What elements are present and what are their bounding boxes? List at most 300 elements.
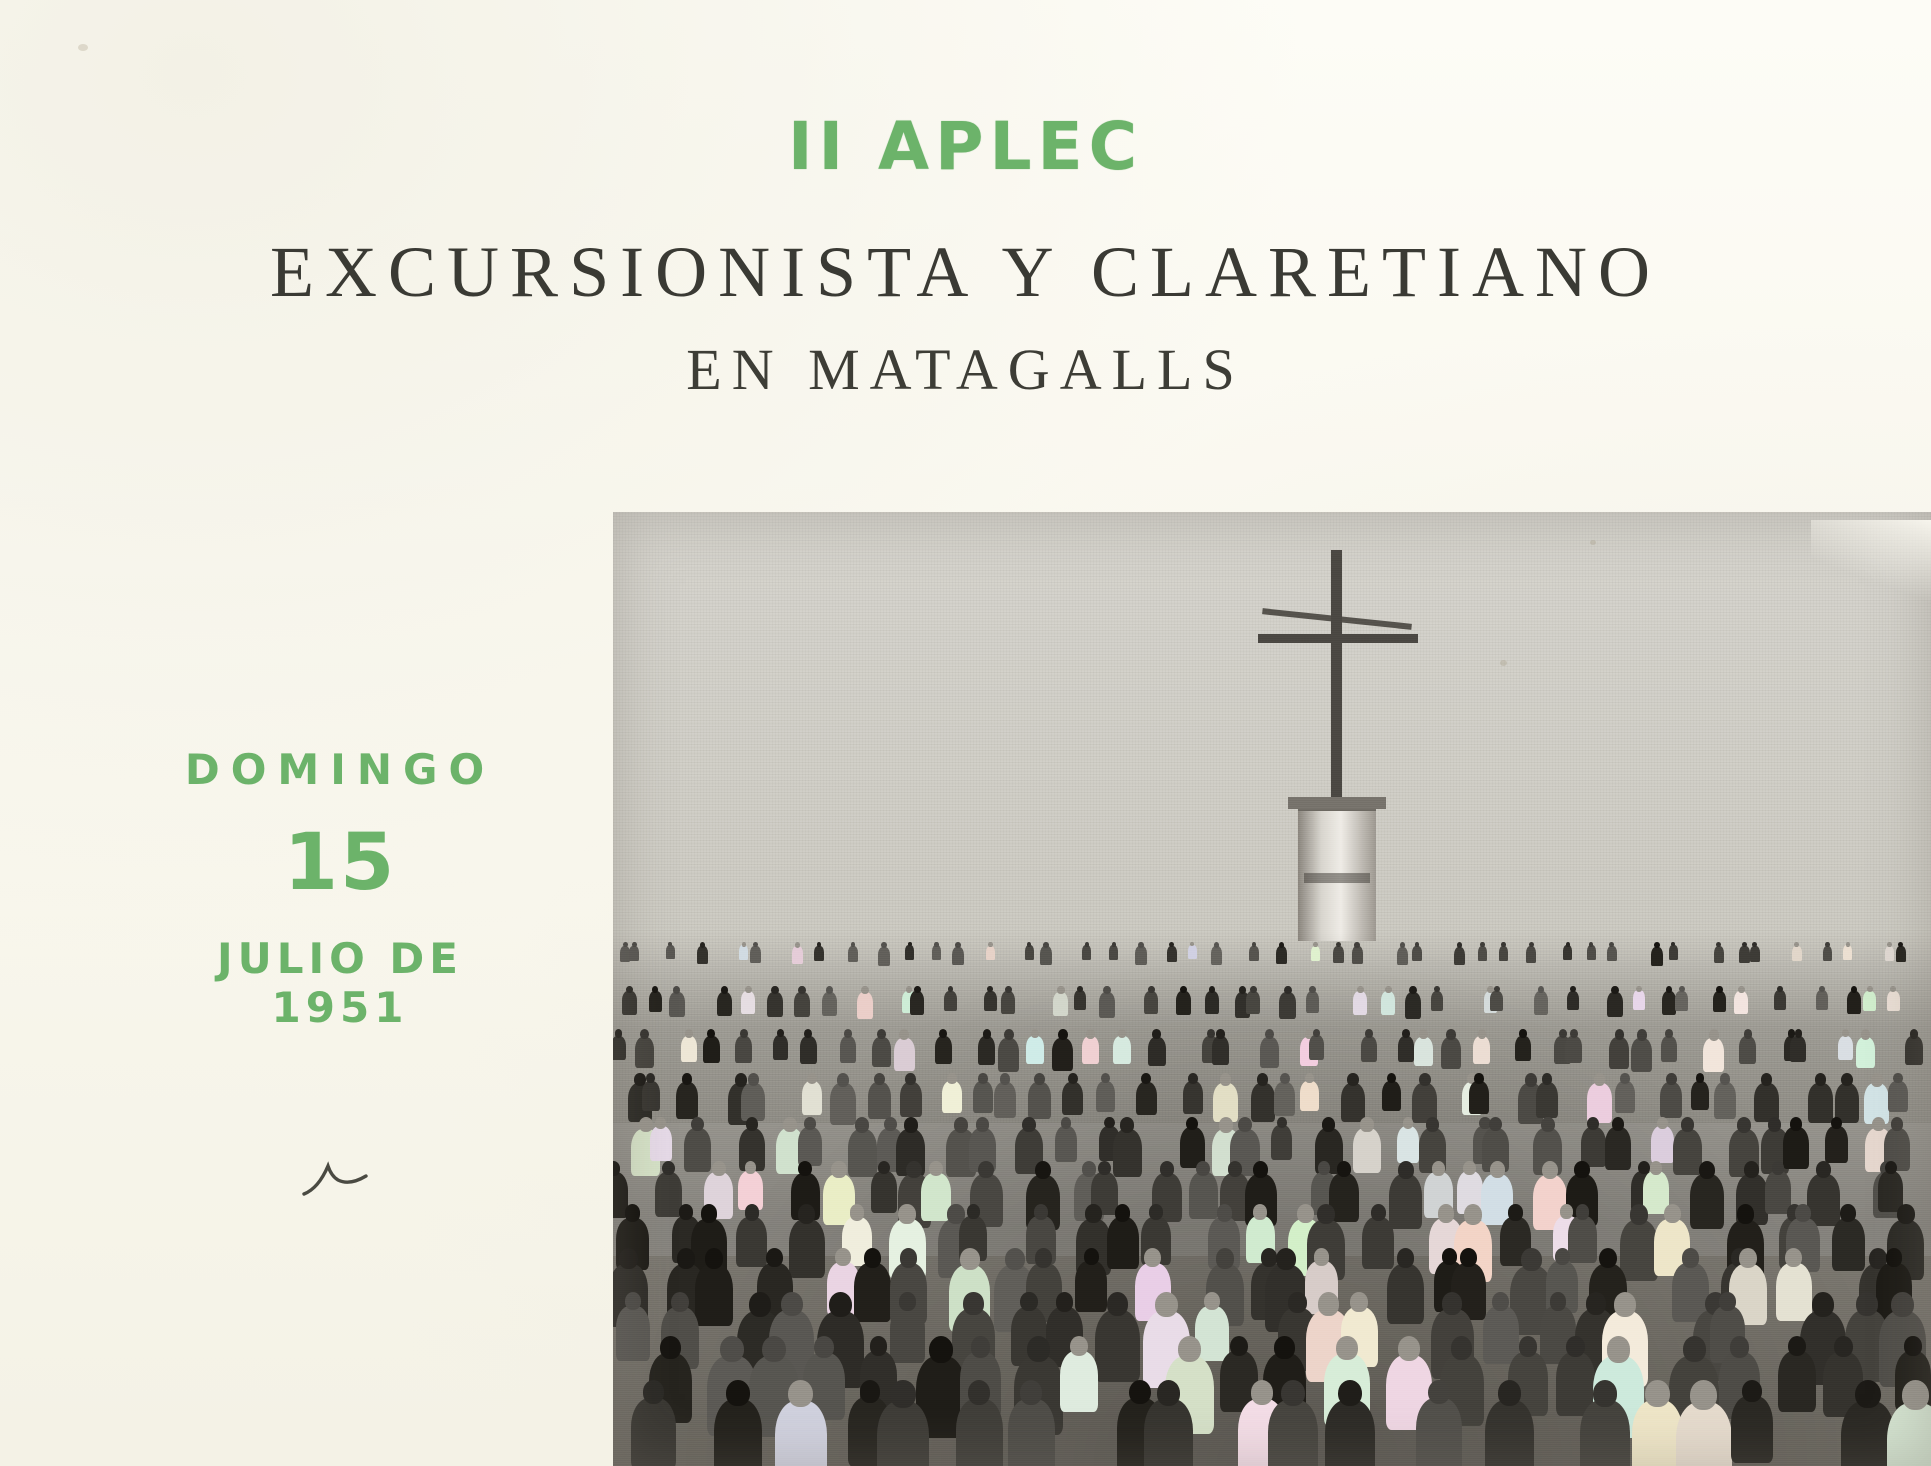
crowd-figure-head xyxy=(1261,1248,1278,1267)
crowd-figure xyxy=(1567,991,1579,1011)
subtitle-primary: EXCURSIONISTA Y CLARETIANO xyxy=(270,232,1661,312)
crowd-figure-head xyxy=(1120,1117,1134,1133)
crowd-figure-head xyxy=(1397,1248,1415,1268)
crowd-figure-head xyxy=(807,1073,817,1084)
cross-horizontal-bar xyxy=(1258,634,1418,643)
crowd-figure xyxy=(910,991,924,1014)
crowd-figure xyxy=(789,1219,825,1278)
crowd-figure-head xyxy=(740,1029,748,1038)
crowd-figure-head xyxy=(860,1380,881,1403)
crowd-figure-head xyxy=(1772,1161,1785,1175)
crowd-figure-head xyxy=(1438,1204,1454,1222)
crowd-figure xyxy=(890,1306,925,1363)
crowd-figure-head xyxy=(1160,1161,1174,1177)
crowd-figure xyxy=(1353,1128,1381,1173)
crowd-figure-head xyxy=(1478,1029,1486,1038)
crowd-figure xyxy=(1095,1310,1140,1382)
crowd-figure-head xyxy=(1834,1336,1853,1357)
crowd-figure-head xyxy=(826,986,833,994)
crowd-figure xyxy=(739,945,748,959)
crowd-figure xyxy=(622,991,636,1014)
crowd-figure xyxy=(1565,1036,1582,1063)
crowd-figure-head xyxy=(1336,1336,1357,1360)
crowd-figure-head xyxy=(967,1204,980,1219)
crowd-figure xyxy=(650,1126,672,1162)
crowd-figure xyxy=(1082,945,1091,960)
crowd-figure-head xyxy=(1902,1380,1929,1410)
crowd-figure-head xyxy=(1084,1248,1099,1265)
crowd-figure xyxy=(1109,945,1118,960)
crowd-figure-head xyxy=(1305,1073,1314,1083)
crowd-figure xyxy=(1563,945,1572,960)
crowd-figure-head xyxy=(1098,1161,1111,1175)
date-month-year: JULIO DE 1951 xyxy=(216,934,463,1032)
crowd-figure-head xyxy=(1682,1248,1699,1267)
crowd-figure-head xyxy=(1559,1029,1567,1038)
crowd-figure-head xyxy=(1615,1029,1624,1040)
crowd xyxy=(613,932,1931,1466)
crowd-figure-head xyxy=(1630,1204,1648,1224)
crowd-figure-head xyxy=(870,1336,888,1356)
crowd-figure-head xyxy=(625,1204,640,1221)
crowd-figure xyxy=(1888,1081,1907,1112)
crowd-figure xyxy=(1414,1037,1432,1067)
crowd-figure xyxy=(1212,1036,1230,1064)
crowd-figure-head xyxy=(720,1336,744,1362)
crowd-figure-head xyxy=(1034,1073,1045,1085)
crowd-figure xyxy=(792,946,803,964)
crowd-figure xyxy=(1714,1082,1737,1119)
crowd-figure-head xyxy=(1576,1204,1590,1219)
crowd-figure xyxy=(775,1401,827,1466)
crowd-figure-head xyxy=(1354,942,1359,948)
crowd-figure xyxy=(1025,945,1034,960)
crowd-figure xyxy=(1609,1037,1629,1069)
crowd-figure-head xyxy=(978,1073,987,1083)
crowd-figure xyxy=(629,946,639,961)
crowd-figure-head xyxy=(1886,1248,1903,1267)
crowd-figure-head xyxy=(652,986,658,993)
crowd-figure xyxy=(1905,1036,1922,1064)
crowd-figure xyxy=(649,991,662,1012)
crowd-figure-head xyxy=(1542,1161,1558,1179)
crowd-figure xyxy=(1309,1035,1324,1060)
crowd-figure-head xyxy=(829,1292,852,1317)
crowd-figure-head xyxy=(662,1161,675,1176)
crowd-figure xyxy=(857,992,873,1019)
crowd-figure-head xyxy=(625,1292,641,1310)
crowd-figure xyxy=(1607,946,1617,962)
crowd-figure-head xyxy=(1279,942,1284,948)
crowd-figure-head xyxy=(1360,1117,1373,1132)
crowd-figure xyxy=(1052,1038,1073,1071)
crowd-figure-head xyxy=(1280,1073,1290,1084)
crowd-figure-head xyxy=(615,1029,622,1037)
crowd-figure-head xyxy=(1904,1336,1922,1356)
crowd-figure-head xyxy=(844,1029,852,1038)
crowd-figure-head xyxy=(1207,1029,1215,1038)
crowd-figure-head xyxy=(1525,1073,1537,1086)
crowd-figure xyxy=(1885,946,1895,962)
crowd-figure-head xyxy=(1566,942,1570,947)
crowd-figure-head xyxy=(1498,1380,1521,1406)
crowd-figure xyxy=(1099,992,1115,1018)
crowd-figure xyxy=(794,992,810,1017)
crowd-figure-head xyxy=(626,986,633,994)
crowd-figure-head xyxy=(1400,942,1406,948)
crowd-figure-head xyxy=(1841,1073,1853,1086)
crowd-figure xyxy=(1306,991,1320,1013)
crowd-figure xyxy=(944,991,956,1011)
crowd-figure xyxy=(872,1037,891,1067)
crowd-figure-head xyxy=(1599,1248,1617,1268)
crowd-figure-head xyxy=(1489,1117,1502,1132)
crowd-figure-head xyxy=(1794,942,1799,947)
crowd-figure-head xyxy=(1337,1161,1351,1177)
crowd-figure-head xyxy=(954,1117,968,1133)
crowd-figure-head xyxy=(1442,1292,1462,1315)
crowd-figure-head xyxy=(749,1292,771,1317)
crowd-figure-head xyxy=(1318,1161,1331,1175)
crowd-figure-head xyxy=(971,1336,990,1358)
crowd-figure-head xyxy=(1398,1161,1414,1179)
cross-pedestal xyxy=(1298,805,1376,941)
crowd-figure xyxy=(1856,1037,1875,1068)
crowd-figure-head xyxy=(691,1117,704,1131)
crowd-figure-head xyxy=(1464,1204,1482,1224)
crowd-figure-head xyxy=(643,1380,664,1404)
crowd-figure-head xyxy=(1620,1073,1629,1083)
crowd-figure-head xyxy=(1542,1073,1553,1085)
crowd-figure-head xyxy=(1614,1292,1636,1317)
crowd-figure-head xyxy=(855,1117,869,1133)
crowd-figure-head xyxy=(1887,942,1892,947)
crowd-figure-head xyxy=(671,1292,689,1312)
crowd-figure-head xyxy=(1492,1292,1509,1311)
crowd-figure xyxy=(798,1127,822,1166)
crowd-figure-head xyxy=(1432,1161,1446,1176)
photograph xyxy=(613,512,1931,1466)
crowd-figure xyxy=(1473,1036,1490,1064)
crowd-figure-head xyxy=(837,1073,849,1087)
crowd-figure-head xyxy=(1451,1336,1472,1360)
crowd-figure-head xyxy=(1005,1248,1025,1270)
crowd-figure xyxy=(655,1172,683,1217)
crowd-figure-head xyxy=(983,1029,991,1038)
crowd-figure-head xyxy=(1347,1073,1358,1086)
crowd-figure xyxy=(1778,1351,1816,1412)
crowd-figure xyxy=(1615,1081,1635,1113)
crowd-figure-head xyxy=(1777,986,1783,992)
crowd-figure xyxy=(1144,991,1158,1014)
crowd-figure xyxy=(942,1081,962,1113)
crowd-figure-head xyxy=(1385,986,1392,994)
crowd-figure xyxy=(1607,992,1623,1017)
crowd-figure xyxy=(773,1035,788,1059)
crowd-figure-head xyxy=(726,1380,749,1406)
crowd-figure-head xyxy=(1253,1204,1267,1219)
crowd-figure xyxy=(1838,1036,1853,1061)
crowd-figure-head xyxy=(1274,1336,1294,1359)
crowd-figure-head xyxy=(1897,1204,1915,1224)
crowd-figure xyxy=(703,1036,720,1063)
crowd-figure xyxy=(669,992,685,1017)
crowd-figure xyxy=(1662,991,1676,1014)
crowd-figure xyxy=(1113,1036,1130,1064)
crowd-figure xyxy=(1211,946,1222,964)
crowd-figure-head xyxy=(771,986,778,994)
crowd-figure-head xyxy=(978,1161,994,1178)
crowd-figure-head xyxy=(745,986,752,993)
crowd-figure-head xyxy=(746,1117,759,1131)
crowd-figure-head xyxy=(1541,1117,1555,1132)
crowd-figure-head xyxy=(906,1161,922,1179)
crowd-figure-head xyxy=(1419,1029,1428,1039)
crowd-figure-head xyxy=(1004,1029,1014,1040)
crowd-figure xyxy=(932,945,941,960)
crowd-figure xyxy=(1673,1129,1702,1176)
crowd-figure-head xyxy=(1856,1292,1877,1316)
crowd-figure-head xyxy=(1043,942,1049,948)
crowd-figure-head xyxy=(1666,1073,1677,1085)
crowd-figure xyxy=(1807,1174,1839,1226)
crowd-figure xyxy=(767,992,782,1017)
crowd-figure-head xyxy=(1637,1029,1647,1040)
crowd-figure xyxy=(681,1036,697,1062)
crowd-figure-head xyxy=(1085,1204,1102,1223)
crowd-figure xyxy=(854,1263,891,1322)
crowd-figure xyxy=(1075,1261,1106,1312)
crowd-figure-head xyxy=(890,1380,915,1408)
crowd-figure-head xyxy=(1086,1029,1094,1038)
crowd-figure-head xyxy=(781,1292,803,1316)
crowd-figure-head xyxy=(1494,986,1500,993)
crowd-figure-head xyxy=(1180,986,1187,994)
crowd-figure xyxy=(1381,991,1396,1015)
crowd-figure xyxy=(1675,991,1688,1011)
crowd-figure-head xyxy=(1250,986,1257,993)
crowd-figure-head xyxy=(1910,1029,1918,1038)
crowd-figure-head xyxy=(1846,942,1850,947)
date-day: 15 xyxy=(283,818,397,908)
crowd-figure-head xyxy=(881,942,887,948)
crowd-figure-head xyxy=(1214,942,1219,948)
crowd-figure xyxy=(1189,1172,1218,1219)
crowd-figure xyxy=(1412,946,1422,962)
crowd-figure-head xyxy=(1788,1336,1806,1356)
crowd-figure xyxy=(1040,946,1052,965)
crowd-figure xyxy=(1387,1264,1425,1325)
crowd-figure xyxy=(1074,990,1086,1010)
crowd-figure xyxy=(1776,1263,1812,1321)
crowd-figure-head xyxy=(1035,1161,1051,1179)
crowd-figure xyxy=(1651,1126,1674,1163)
crowd-figure xyxy=(1568,1216,1597,1262)
crowd-figure-head xyxy=(701,1204,718,1223)
crowd-figure xyxy=(741,1083,765,1122)
crowd-figure-head xyxy=(1574,1161,1589,1178)
crowd-figure xyxy=(1485,1400,1534,1466)
crowd-figure xyxy=(616,1306,650,1361)
crowd-figure xyxy=(1816,990,1828,1010)
crowd-figure-head xyxy=(1402,1029,1410,1038)
crowd-figure-head xyxy=(1720,1073,1731,1085)
crowd-figure-head xyxy=(1314,1248,1330,1265)
crowd-figure-head xyxy=(1825,942,1830,947)
crowd-figure-head xyxy=(1107,1292,1128,1316)
crowd-figure-head xyxy=(898,1204,916,1224)
crowd-figure-head xyxy=(1216,1248,1234,1269)
crowd-figure-head xyxy=(1034,1204,1048,1220)
crowd-figure-head xyxy=(1463,1161,1476,1175)
crowd-figure-head xyxy=(1738,986,1745,994)
crowd-figure xyxy=(1580,1400,1630,1466)
crowd-figure-head xyxy=(1570,986,1576,993)
crowd-figure-head xyxy=(745,1204,760,1220)
crowd-figure-head xyxy=(1508,1204,1523,1220)
crowd-figure xyxy=(1887,991,1900,1011)
crowd-figure-head xyxy=(1251,1380,1274,1406)
crowd-figure-head xyxy=(1228,1161,1242,1177)
crowd-figure-head xyxy=(904,1117,918,1133)
crowd-figure-head xyxy=(1612,1117,1624,1131)
crowd-figure xyxy=(1055,1126,1077,1162)
crowd-figure xyxy=(1136,1082,1157,1116)
crowd-figure-head xyxy=(1129,1380,1151,1405)
crowd-figure xyxy=(1734,991,1748,1014)
crowd-figure xyxy=(1713,991,1726,1012)
crowd-figure-head xyxy=(1057,986,1064,994)
crowd-figure-head xyxy=(705,1248,723,1268)
crowd-figure xyxy=(736,1217,767,1267)
crowd-figure-head xyxy=(1790,1117,1802,1131)
crowd-figure xyxy=(1362,1217,1394,1268)
crowd-figure xyxy=(1676,1402,1732,1466)
crowd-figure xyxy=(935,1036,952,1064)
crowd-figure xyxy=(1490,991,1502,1011)
crowd-figure-head xyxy=(798,986,805,994)
crowd-figure-head xyxy=(1650,1161,1663,1175)
crowd-figure-head xyxy=(1238,1117,1252,1133)
crowd-figure-head xyxy=(1020,1380,1042,1405)
crowd-figure xyxy=(1251,1083,1275,1122)
crowd-figure-head xyxy=(1155,1292,1178,1317)
crowd-figure xyxy=(1096,1081,1115,1112)
crowd-figure-head xyxy=(1403,1117,1414,1129)
crowd-figure-head xyxy=(963,1292,983,1315)
crowd-figure-head xyxy=(700,942,705,948)
crowd-figure xyxy=(1001,991,1015,1014)
crowd-figure-head xyxy=(835,1248,851,1266)
crowd-figure-head xyxy=(878,1161,890,1175)
crowd-figure xyxy=(1843,945,1852,960)
crowd-figure xyxy=(1107,1217,1139,1269)
crowd-figure xyxy=(848,946,858,962)
crowd-figure-head xyxy=(1709,1029,1719,1040)
crowd-figure-head xyxy=(1679,986,1685,993)
crowd-figure-head xyxy=(1699,1161,1715,1179)
crowd-figure-head xyxy=(1570,1029,1578,1038)
crowd-figure xyxy=(1863,991,1876,1012)
crowd-figure-head xyxy=(1657,1117,1668,1129)
crowd-figure xyxy=(1731,1396,1772,1463)
crowd-figure xyxy=(1587,945,1596,960)
crowd-figure xyxy=(1405,992,1422,1019)
crowd-figure-head xyxy=(864,1248,881,1268)
crowd-figure-head xyxy=(905,1073,915,1085)
crowd-figure-head xyxy=(1831,1117,1842,1129)
crowd-figure-head xyxy=(798,1204,815,1223)
crowd-figure-head xyxy=(1593,1380,1617,1407)
crowd-figure xyxy=(1896,946,1906,962)
crowd-figure xyxy=(1605,1127,1631,1169)
crowd-figure-head xyxy=(1739,1248,1757,1268)
crowd-figure-head xyxy=(1737,1204,1755,1224)
crowd-figure-head xyxy=(976,1117,989,1132)
crowd-figure xyxy=(750,946,760,963)
crowd-figure-head xyxy=(646,1073,655,1083)
crowd-figure-head xyxy=(1812,1292,1834,1317)
crowd-figure xyxy=(952,947,964,966)
crowd-figure-head xyxy=(1519,1336,1538,1357)
crowd-figure-head xyxy=(619,1248,637,1269)
crowd-figure xyxy=(1352,946,1363,964)
crowd-figure-head xyxy=(1204,1292,1220,1310)
crowd-figure-head xyxy=(1313,942,1317,947)
crowd-figure-head xyxy=(914,986,921,994)
crowd-figure xyxy=(802,1081,823,1114)
crowd-figure-head xyxy=(1867,986,1873,993)
crowd-figure-head xyxy=(850,1204,864,1220)
crowd-figure xyxy=(900,1082,922,1117)
crowd-figure-head xyxy=(988,942,992,947)
crowd-figure xyxy=(848,1129,878,1177)
crowd-figure-head xyxy=(1186,1117,1198,1130)
crowd-figure xyxy=(1389,1174,1423,1228)
crowd-figure-head xyxy=(1056,1292,1074,1312)
crowd-figure xyxy=(1483,1306,1518,1363)
crowd-figure-head xyxy=(682,1073,693,1085)
crowd-figure-head xyxy=(1795,1029,1803,1037)
crowd-figure xyxy=(1353,991,1368,1015)
crowd-figure xyxy=(676,1082,698,1118)
crowd-figure xyxy=(613,1036,626,1061)
crowd-figure-head xyxy=(1665,1029,1673,1038)
crowd-figure xyxy=(1398,1036,1414,1062)
crowd-figure-head xyxy=(1112,942,1116,947)
crowd-figure-head xyxy=(1230,1336,1248,1356)
crowd-figure-head xyxy=(1336,942,1341,948)
crowd-figure-head xyxy=(1893,1073,1902,1083)
crowd-figure-head xyxy=(1636,986,1642,992)
crowd-figure-head xyxy=(1761,1073,1773,1086)
crowd-figure xyxy=(840,1036,856,1063)
crowd-figure xyxy=(956,1399,1003,1466)
crowd-figure-head xyxy=(1196,1161,1210,1176)
crowd-figure-head xyxy=(640,1029,649,1039)
crowd-figure xyxy=(1739,1036,1756,1064)
crowd-figure-head xyxy=(1188,1073,1198,1084)
crowd-figure xyxy=(1431,991,1444,1011)
crowd-figure-head xyxy=(1178,1336,1201,1362)
crowd-figure-head xyxy=(1457,942,1463,948)
crowd-figure-head xyxy=(1795,1204,1811,1222)
crowd-figure-head xyxy=(1322,1117,1335,1132)
crowd-figure-head xyxy=(1871,1073,1883,1086)
crowd-figure-head xyxy=(1000,1073,1010,1085)
crowd-figure xyxy=(1774,990,1786,1009)
crowd-figure-head xyxy=(1419,1073,1431,1086)
